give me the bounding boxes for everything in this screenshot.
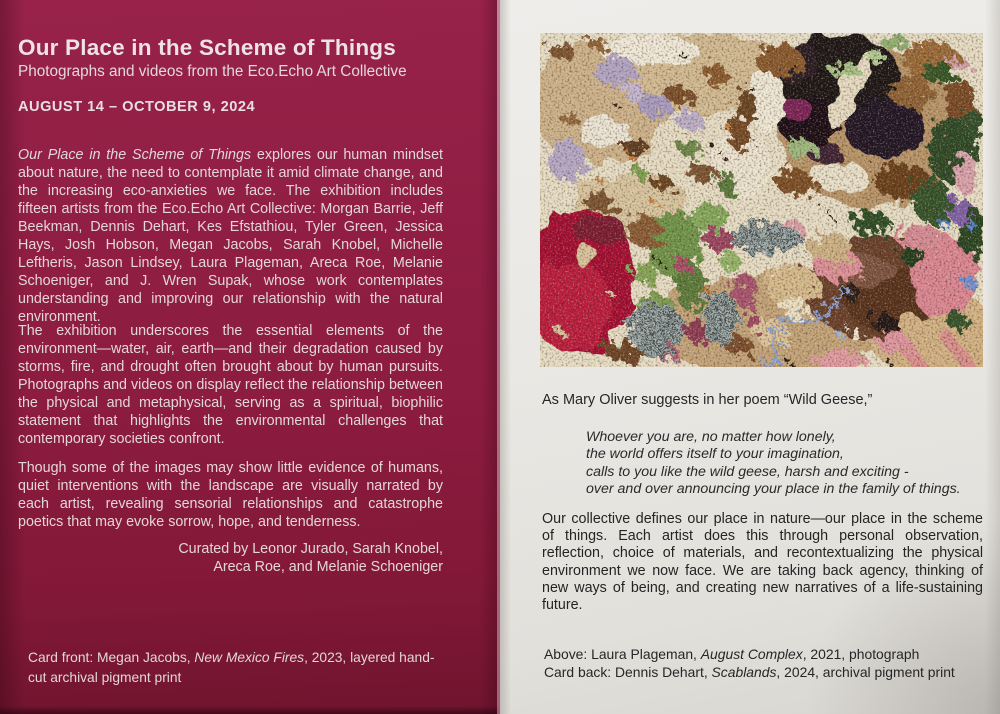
exhibition-subtitle: Photographs and videos from the Eco.Echo Art Collective	[18, 63, 407, 80]
curators-credit-line1: Curated by Leonor Jurado, Sarah Knobel,	[178, 541, 443, 557]
poem-line: calls to you like the wild geese, harsh and exciting -	[586, 463, 909, 480]
text-segment: , 2021, photograph	[802, 646, 920, 662]
text-segment: , 2024, archival pigment print	[776, 664, 955, 680]
text-segment: explores our human mindset about nature, the need to contemplate it amid climate change, and the increasing eco-anxieties we face. The exhibition includes fifteen artists from the Eco.Echo Art Collective: Morgan Barrie, Jeff Beekman, Dennis Dehart, Kes Efstathiou, Tyler Green, Jessica Hays, Josh Hobson, Megan Jacobs, Sarah Knobel, Michelle Leftheris, Jason Lindsey, Laura Plageman, Areca Roe, Melanie Schoeniger, and J. Wren Supak, whose work contemplates understanding and improving our relationship with the natural environment.	[18, 147, 443, 325]
title-inline-italic: Our Place in the Scheme of Things	[18, 147, 252, 163]
text-segment: Card back: Dennis Dehart,	[544, 664, 712, 680]
poem-line: over and over announcing your place in the family of things.	[586, 481, 961, 498]
image-captions	[544, 645, 984, 681]
text-segment: , 2023, layered hand-cut archival pigment print	[28, 650, 435, 685]
artwork-title-italic: Scablands	[711, 664, 777, 680]
poem-quote	[586, 429, 986, 499]
curators-credit-line2: Areca Roe, and Melanie Schoeniger	[213, 559, 443, 575]
card-right-panel	[500, 0, 1000, 714]
artwork-image	[540, 33, 983, 367]
artwork-title-italic: New Mexico Fires	[194, 650, 305, 665]
artwork-title-italic: August Complex	[700, 646, 803, 662]
card-front-caption	[28, 648, 448, 688]
text-segment: Above: Laura Plageman,	[544, 646, 701, 662]
exhibition-paragraph-2: The exhibition underscores the essential elements of the environment—water, air, earth—and their degradation caused by storms, fire, and drought often brought about by human pursuits. Photographs and videos on display reflect the relationship between the physical and metaphysical, serving as a spiritual, biophilic statement that highlights the environmental challenges that contemporary societies confront.	[18, 323, 443, 447]
poem-line: the world offers itself to your imagination,	[586, 446, 844, 463]
caption-above	[544, 645, 984, 663]
collective-statement: Our collective defines our place in nature—our place in the scheme of things. Each artist does this through personal observation, reflection, choice of materials, and recontextualizing the physical environment we now face. We are taking back agency, thinking of new ways of being, and creating new narratives of a life-sustaining future.	[542, 511, 983, 614]
curators-credit	[18, 540, 443, 576]
exhibition-paragraph-1	[18, 146, 443, 326]
exhibition-title: Our Place in the Scheme of Things	[18, 35, 396, 60]
text-segment: Card front: Megan Jacobs,	[28, 650, 195, 665]
poem-line: Whoever you are, no matter how lonely,	[586, 429, 836, 445]
caption-card-back	[544, 663, 984, 681]
exhibition-dates: AUGUST 14 – OCTOBER 9, 2024	[18, 99, 256, 115]
poem-intro: As Mary Oliver suggests in her poem “Wild Geese,”	[542, 392, 873, 408]
exhibition-paragraph-3: Though some of the images may show little evidence of humans, quiet interventions with the landscape are visually narrated by each artist, revealing sensorial relationships and catastrophe poetics that may evoke sorrow, hope, and tenderness.	[18, 460, 443, 530]
